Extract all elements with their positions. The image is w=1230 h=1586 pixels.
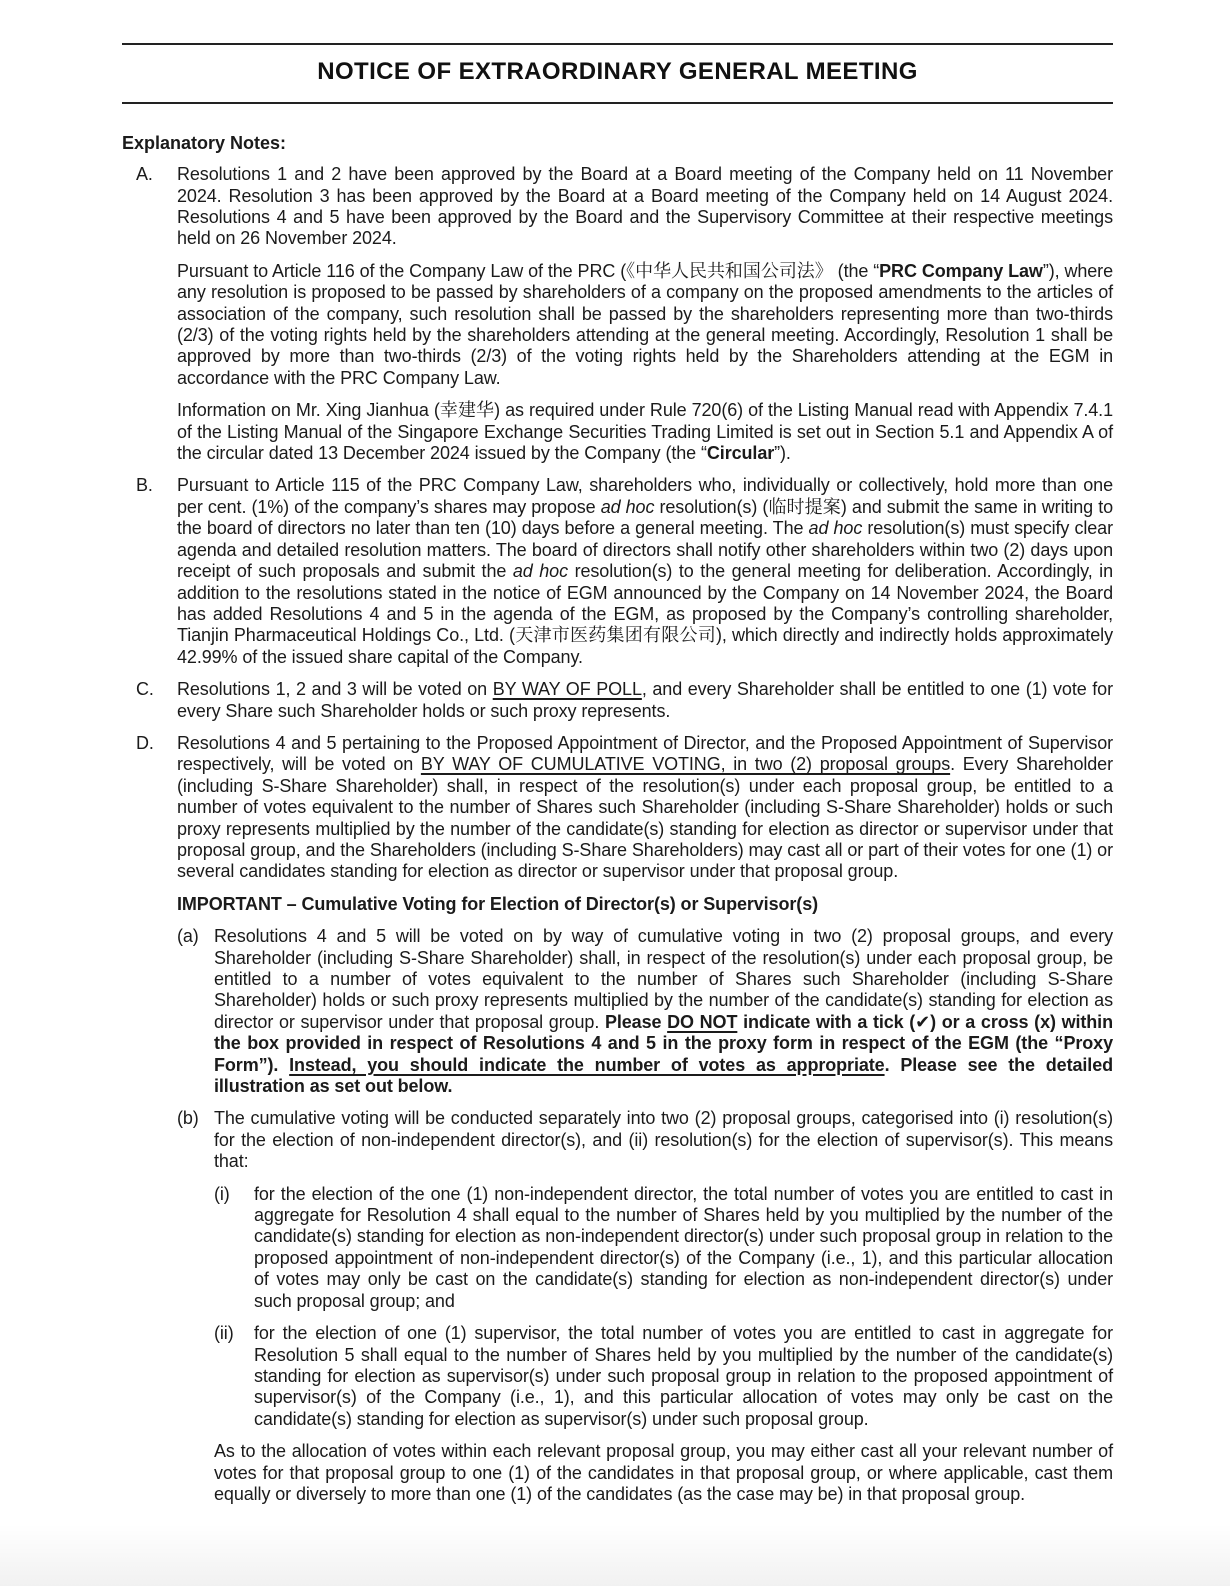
note-item-a-subpara-2-text: Information on Mr. Xing Jianhua (幸建华) as required under Rule 720(6) of the Listing Manual read with Appendix 7.4.1 of the Listing Manual of the Singapore Exchange Securities Trading Limited is set out in Section 5.1 and Appendix A of the circular dated 13 December 2024 issued by the Company (the “Circular”). bbox=[177, 400, 1113, 464]
note-item-c-label: C. bbox=[136, 679, 154, 700]
note-item-c-text: Resolutions 1, 2 and 3 will be voted on BY WAY OF POLL, and every Shareholder shall be entitled to one (1) vote for every Share such Shareholder holds or such proxy represents. bbox=[177, 679, 1113, 721]
allocation-closing-para-text: As to the allocation of votes within each relevant proposal group, you may either cast all your relevant number of votes for that proposal group to one (1) of the candidates in that proposal group, or where applicable, cast them equally or diversely to more than one (1) of the candidates (as the case may be) in that proposal group. bbox=[214, 1441, 1113, 1504]
note-item-roman-i-label: (i) bbox=[214, 1183, 230, 1204]
note-item-sub-a-text: Resolutions 4 and 5 will be voted on by way of cumulative voting in two (2) proposal groups, and every Shareholder (including S-Share Shareholder) shall, in respect of the resolution(s) under each proposal group, be entitled to a number of votes equivalent to the number of Shares such Shareholder (including S-Share Shareholder) holds or such proxy represents multiplied by the number of the candidate(s) standing for election as director or supervisor under that proposal group. Please DO NOT indicate with a tick (✔) or a cross (x) within the box provided in respect of Resolutions 4 and 5 in the proxy form in respect of the EGM (the “Proxy Form”). Instead, you should indicate the number of votes as appropriate. Please see the detailed illustration as set out below. bbox=[214, 926, 1113, 1097]
page-title: NOTICE OF EXTRAORDINARY GENERAL MEETING bbox=[317, 58, 918, 85]
note-item-roman-ii-label: (ii) bbox=[214, 1323, 234, 1344]
note-item-a-text: Resolutions 1 and 2 have been approved by the Board at a Board meeting of the Company held on 11 November 2024. Resolution 3 has been approved by the Board at a Board meeting of the Company held on 14 August 2024. Resolutions 4 and 5 have been approved by the Board and the Supervisory Committee at their respective meetings held on 26 November 2024. bbox=[177, 164, 1113, 249]
note-item-roman-ii-text: for the election of one (1) supervisor, the total number of votes you are entitled to cast in aggregate for Resolution 5 shall equal to the number of Shares held by you multiplied by the number of the candidate(s) standing for election as supervisor(s) under such proposal group in relation to the proposed appointment of supervisor(s) of the Company (i.e., 1), and this particular allocation of votes may only be cast on the candidate(s) standing for election as supervisor(s) under such proposal group. bbox=[254, 1323, 1113, 1429]
explanatory-notes-body bbox=[122, 164, 1113, 1505]
important-heading bbox=[177, 894, 1113, 915]
note-item-a-label: A. bbox=[136, 164, 153, 185]
note-item-b-label: B. bbox=[136, 475, 153, 496]
note-item-roman-ii bbox=[214, 1323, 1113, 1430]
note-item-a bbox=[122, 164, 1113, 250]
note-item-a-subpara-1-text: Pursuant to Article 116 of the Company Law of the PRC (《中华人民共和国公司法》 (the “PRC Company Law”), where any resolution is proposed to be passed by shareholders of a company on the proposed amendments to the articles of association of the company, such resolution shall be passed by the shareholders representing more than two-thirds (2/3) of the voting rights held by the shareholders attending at the general meeting. Accordingly, Resolution 1 shall be approved by more than two-thirds (2/3) of the voting rights held by the Shareholders attending at the EGM in accordance with the PRC Company Law. bbox=[177, 260, 1113, 388]
note-item-d-label: D. bbox=[136, 732, 154, 753]
note-item-c bbox=[122, 679, 1113, 722]
note-item-b bbox=[122, 475, 1113, 668]
note-item-sub-a-label: (a) bbox=[177, 926, 199, 947]
note-item-d bbox=[122, 733, 1113, 883]
note-item-roman-i-text: for the election of the one (1) non-independent director, the total number of votes you are entitled to cast in aggregate for Resolution 4 shall equal to the number of Shares held by you multiplied by the number of the candidate(s) standing for election as non-independent director(s) under such proposal group in relation to the proposed appointment of non-independent director(s) of the Company (i.e., 1), and this particular allocation of votes may only be cast on the candidate(s) standing for election as non-independent director(s) under such proposal group; and bbox=[254, 1183, 1113, 1311]
note-item-sub-a bbox=[177, 926, 1113, 1097]
note-item-b-text: Pursuant to Article 115 of the PRC Company Law, shareholders who, individually or collectively, hold more than one per cent. (1%) of the company’s shares may propose ad hoc resolution(s) (临时提案) and submit the same in writing to the board of directors no later than ten (10) days before a general meeting. The ad hoc resolution(s) must specify clear agenda and detailed resolution matters. The board of directors shall notify other shareholders within two (2) days upon receipt of such proposals and submit the ad hoc resolution(s) to the general meeting for deliberation. Accordingly, in addition to the resolutions stated in the notice of EGM announced by the Company on 14 November 2024, the Board has added Resolutions 4 and 5 in the agenda of the EGM, as proposed by the Company’s controlling shareholder, Tianjin Pharmaceutical Holdings Co., Ltd. (天津市医药集团有限公司), which directly and indirectly holds approximately 42.99% of the issued share capital of the Company. bbox=[177, 475, 1114, 667]
allocation-closing-para bbox=[214, 1441, 1113, 1505]
note-item-a-subpara-2 bbox=[177, 400, 1113, 464]
important-heading-text: IMPORTANT – Cumulative Voting for Election of Director(s) or Supervisor(s) bbox=[177, 893, 818, 914]
explanatory-notes-heading: Explanatory Notes: bbox=[122, 132, 287, 153]
note-item-sub-b-label: (b) bbox=[177, 1108, 199, 1129]
note-item-roman-i bbox=[214, 1184, 1113, 1312]
note-item-sub-b bbox=[177, 1108, 1113, 1172]
note-item-sub-b-text: The cumulative voting will be conducted separately into two (2) proposal groups, categorised into (i) resolution(s) for the election of non-independent director(s), and (ii) resolution(s) for the election of supervisor(s). This means that: bbox=[214, 1108, 1113, 1172]
note-item-d-text: Resolutions 4 and 5 pertaining to the Proposed Appointment of Director, and the Proposed Appointment of Supervisor respectively, will be voted on BY WAY OF CUMULATIVE VOTING, in two (2) proposal groups. Every Shareholder (including S-Share Shareholder) shall, in respect of the resolution(s) under each proposal group, be entitled to a number of votes equivalent to the number of Shares such Shareholder (including S-Share Shareholder) holds or such proxy represents multiplied by the number of the candidate(s) standing for election as director or supervisor under that proposal group, and the Shareholders (including S-Share Shareholders) may cast all or part of their votes for one (1) or several candidates standing for election as director or supervisor under that proposal group. bbox=[177, 732, 1113, 882]
note-item-a-subpara-1 bbox=[177, 261, 1113, 389]
title-block bbox=[122, 43, 1113, 104]
